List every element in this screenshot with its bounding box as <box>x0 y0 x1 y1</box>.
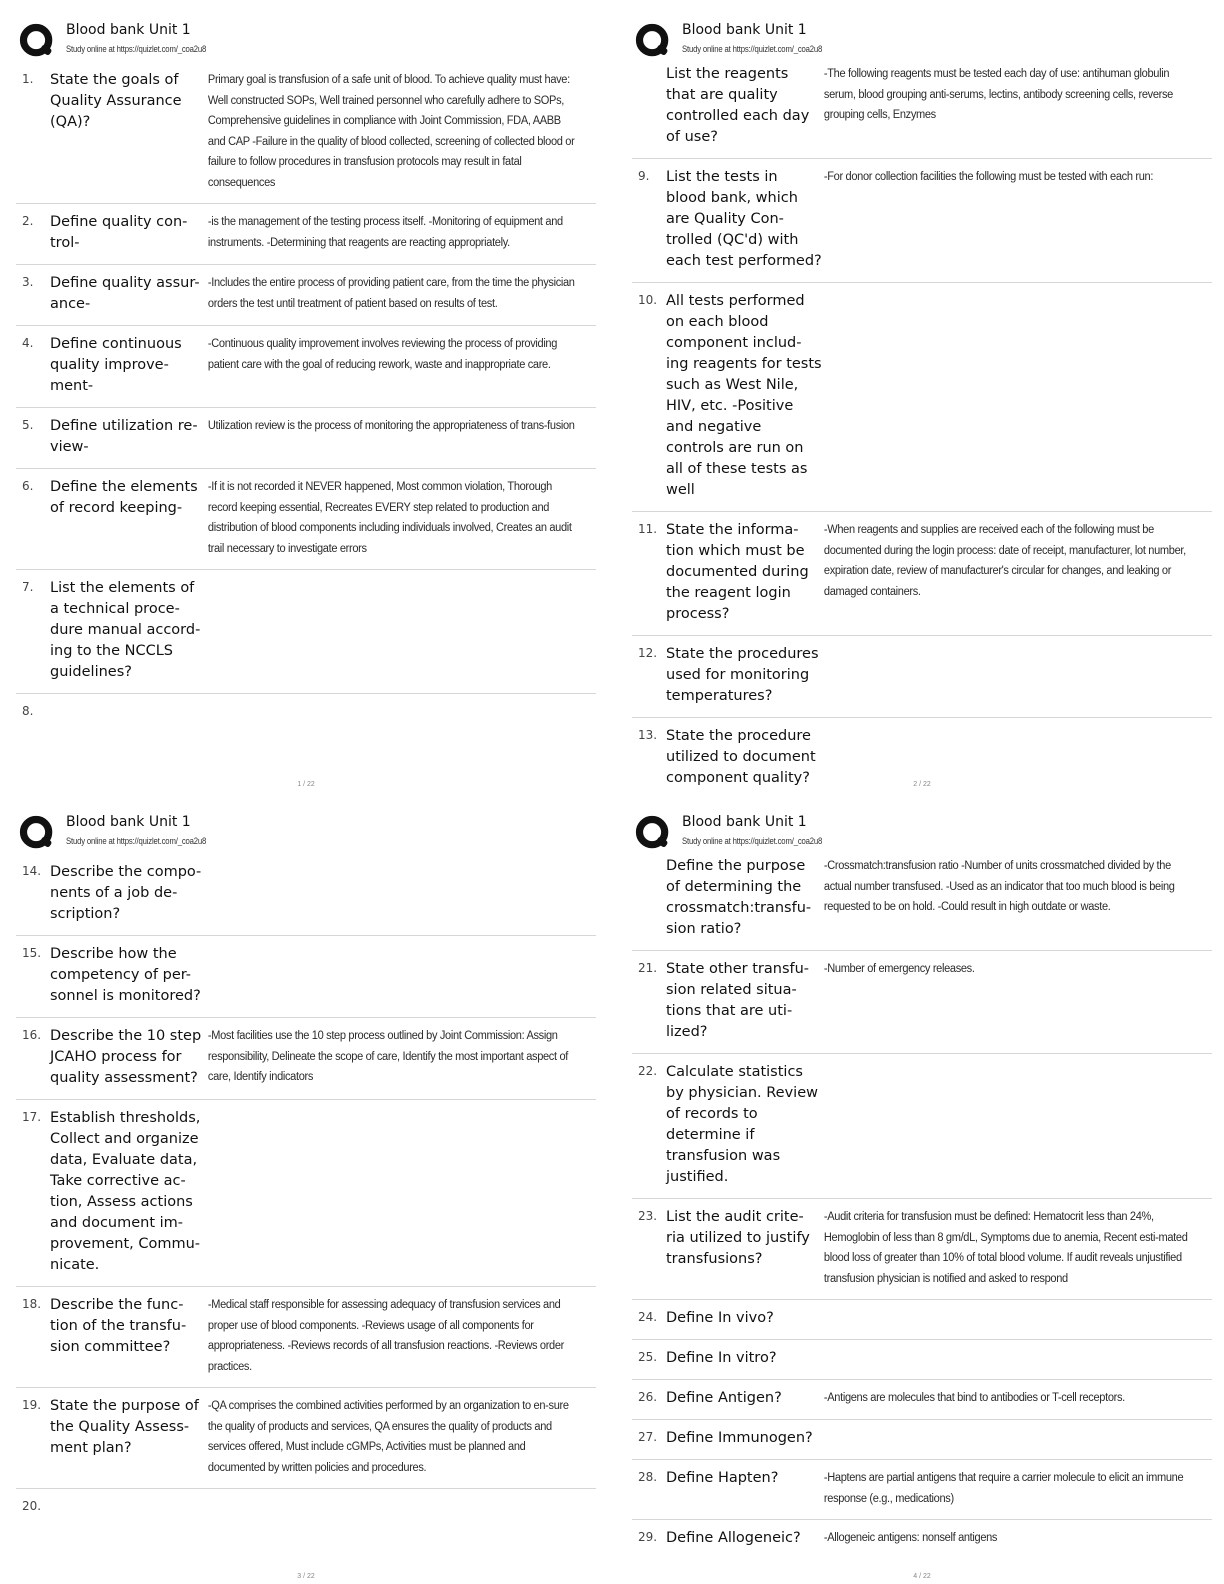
card-term: List the tests in blood bank, which are Quality Con-trolled (QC'd) with each test performed? <box>666 169 822 269</box>
flashcard <box>16 326 596 408</box>
card-definition: -Includes the entire process of providing patient care, from the time the physician orders the test until treatment of patient based on results of test. <box>207 277 575 310</box>
flashcard <box>16 1100 596 1287</box>
card-definition: -When reagents and supplies are received each of the following must be documented during the login process: date of receipt, manufacturer, lot number, expiration date, review of manufacturer's circular for changes, and leaking or damaged containers. <box>823 524 1186 598</box>
flashcard <box>16 694 596 728</box>
card-definition <box>206 944 580 1007</box>
card-definition: -Continuous quality improvement involves reviewing the process of providing patient care with the goal of reducing rework, waste and inappropriate care. <box>207 338 558 371</box>
quizlet-logo-icon <box>634 23 672 59</box>
card-term: List the audit crite-ria utilized to justify transfusions? <box>666 1209 810 1267</box>
card-term: Describe the compo-nents of a job de-scription? <box>50 864 202 922</box>
card-term: Define continuous quality improve-ment- <box>50 336 182 394</box>
card-term: Define the purpose of determining the crossmatch:transfu-sion ratio? <box>666 858 812 937</box>
card-term: State other transfu-sion related situa-tions that are uti-lized? <box>666 961 810 1040</box>
document-source-link[interactable]: Study online at https://quizlet.com/_coa2u8 <box>66 836 207 846</box>
page-3 <box>16 810 596 1580</box>
document-source-link[interactable]: Study online at https://quizlet.com/_coa2u8 <box>682 836 823 846</box>
card-number: 14. <box>22 864 42 878</box>
flashcard <box>632 1199 1212 1300</box>
card-definition: -For donor collection facilities the following must be tested with each run: <box>823 171 1154 183</box>
flashcard <box>16 1388 596 1489</box>
flashcard <box>632 1054 1212 1199</box>
card-definition: Primary goal is transfusion of a safe unit of blood. To achieve quality must have: Well constructed SOPs, Well trained personnel who carefully adhere to SOPs, Comprehensive guidelines in compliance with Joint Commission, FDA, AABB and CAP -Failure in the quality of blood collected, screening of collected blood or failure to follow procedures in transfusion protocols may result in fatal consequences <box>207 74 575 189</box>
flashcard <box>632 951 1212 1054</box>
card-number: 1. <box>22 72 34 86</box>
card-number: 6. <box>22 479 34 493</box>
card-number: 7. <box>22 580 34 594</box>
document-title: Blood bank Unit 1 <box>682 814 807 830</box>
card-term: Calculate statistics by physician. Review of records to determine if transfusion was justified. <box>666 1064 818 1185</box>
card-definition: -Haptens are partial antigens that require a carrier molecule to elicit an immune response (e.g., medications) <box>823 1472 1184 1505</box>
card-term: Define quality assur-ance- <box>50 275 200 312</box>
card-term: Establish thresholds, Collect and organize data, Evaluate data, Take corrective ac-tion, Assess actions and document im-provement, Commu-nicate. <box>50 1110 201 1273</box>
flashcard <box>16 936 596 1018</box>
document-title: Blood bank Unit 1 <box>682 22 807 38</box>
quizlet-logo-icon <box>18 23 56 59</box>
card-term: State the goals of Quality Assurance (QA)? <box>50 72 182 130</box>
card-number: 26. <box>638 1390 658 1404</box>
card-number: 9. <box>638 169 650 183</box>
page-header <box>632 18 1212 62</box>
flashcard <box>16 62 596 204</box>
card-term: Define Immunogen? <box>666 1430 813 1446</box>
page-header <box>632 810 1212 854</box>
card-term: Define In vitro? <box>666 1350 777 1366</box>
card-definition <box>206 862 580 925</box>
flashcard <box>16 408 596 469</box>
page-number: 1 / 22 <box>297 781 315 788</box>
card-definition: -If it is not recorded it NEVER happened, Most common violation, Thorough record keeping essential, Recreates EVERY step related to production and distribution of blood components including individuals involved, Creates an audit trail necessary to investigate errors <box>207 481 572 555</box>
page-2 <box>632 18 1212 788</box>
card-definition: -Medical staff responsible for assessing adequacy of transfusion services and proper use of blood components. -Reviews usage of all components for appropriateness. -Reviews records of all transfusion reactions. -Reviews order practices. <box>207 1299 564 1373</box>
card-definition: Utilization review is the process of monitoring the appropriateness of trans-fusion <box>207 420 575 432</box>
document-title: Blood bank Unit 1 <box>66 22 191 38</box>
page-header <box>16 18 596 62</box>
document-title: Blood bank Unit 1 <box>66 814 191 830</box>
card-definition: -Number of emergency releases. <box>823 963 975 975</box>
flashcard <box>632 636 1212 718</box>
page-number: 3 / 22 <box>297 1573 315 1580</box>
card-number: 13. <box>638 728 658 742</box>
flashcard <box>632 1520 1212 1559</box>
card-term: Describe the 10 step JCAHO process for quality assessment? <box>50 1028 202 1086</box>
card-number <box>632 64 666 148</box>
card-number: 10. <box>638 293 658 307</box>
card-term: List the elements of a technical proce-dure manual accord-ing to the NCCLS guidelines? <box>50 580 201 680</box>
card-definition <box>822 291 1196 501</box>
flashcard <box>16 570 596 694</box>
document-source-link[interactable]: Study online at https://quizlet.com/_coa2u8 <box>682 44 823 54</box>
card-definition <box>206 702 580 718</box>
card-number: 4. <box>22 336 34 350</box>
card-definition <box>822 1062 1196 1188</box>
page-number: 4 / 22 <box>913 1573 931 1580</box>
card-number: 28. <box>638 1470 658 1484</box>
flashcard <box>16 469 596 570</box>
flashcard <box>632 283 1212 512</box>
page-header <box>16 810 596 854</box>
document-source-link[interactable]: Study online at https://quizlet.com/_coa2u8 <box>66 44 207 54</box>
card-definition: -QA comprises the combined activities performed by an organization to en-sure the quality of products and services, QA ensures the quality of products and services offered, Must include cGMPs, Activities must be planned and documented by written policies and procedures. <box>207 1400 569 1474</box>
card-term: List the reagents that are quality controlled each day of use? <box>666 66 810 145</box>
card-number: 20. <box>22 1499 42 1513</box>
card-term: Define Antigen? <box>666 1390 782 1406</box>
page-number: 2 / 22 <box>913 781 931 788</box>
quizlet-logo-icon <box>18 815 56 851</box>
card-term <box>50 1497 206 1513</box>
card-definition <box>206 1108 580 1276</box>
flashcard <box>16 1489 596 1523</box>
card-number: 22. <box>638 1064 658 1078</box>
card-definition <box>206 1497 580 1513</box>
card-definition <box>206 578 580 683</box>
page-1 <box>16 18 596 788</box>
card-definition <box>822 1348 1196 1369</box>
card-term: State the procedure utilized to document component quality? <box>666 728 816 786</box>
card-number: 17. <box>22 1110 42 1124</box>
card-list <box>632 854 1212 1559</box>
flashcard <box>632 159 1212 283</box>
card-definition: -Antigens are molecules that bind to antibodies or T-cell receptors. <box>823 1392 1125 1404</box>
card-definition: -Audit criteria for transfusion must be defined: Hematocrit less than 24%, Hemoglobin of less than 8 gm/dL, Symptoms due to anemia, Recent esti-mated blood loss of greater than 10% of total blood volume. If audit reveals unjustified transfusion physician is notified and asked to respond <box>823 1211 1188 1285</box>
card-number: 27. <box>638 1430 658 1444</box>
card-term: State the purpose of the Quality Assess-ment plan? <box>50 1398 199 1456</box>
card-number: 12. <box>638 646 658 660</box>
card-number: 3. <box>22 275 34 289</box>
card-definition: -The following reagents must be tested each day of use: antihuman globulin serum, blood grouping anti-serums, lectins, antibody screening cells, reverse grouping cells, Enzymes <box>823 68 1173 121</box>
card-definition: -Most facilities use the 10 step process outlined by Joint Commission: Assign responsibility, Delineate the scope of care, Identify the most important aspect of care, Identify indicators <box>207 1030 568 1083</box>
card-list <box>16 62 596 728</box>
flashcard <box>16 854 596 936</box>
card-definition <box>822 644 1196 707</box>
card-number: 25. <box>638 1350 658 1364</box>
card-number: 16. <box>22 1028 42 1042</box>
flashcard <box>16 1287 596 1388</box>
card-list <box>632 62 1212 799</box>
flashcard <box>632 854 1212 951</box>
flashcard <box>632 62 1212 159</box>
card-number: 19. <box>22 1398 42 1412</box>
flashcard <box>632 1420 1212 1460</box>
card-number: 2. <box>22 214 34 228</box>
flashcard <box>16 204 596 265</box>
flashcard <box>632 1460 1212 1520</box>
flashcard <box>632 1380 1212 1420</box>
card-number: 5. <box>22 418 34 432</box>
card-term: Describe the func-tion of the transfu-sion committee? <box>50 1297 187 1355</box>
card-number: 21. <box>638 961 658 975</box>
card-term: All tests performed on each blood component includ-ing reagents for tests such as West Nile, HIV, etc. -Positive and negative controls are run on all of these tests as well <box>666 293 822 498</box>
card-definition: -Allogeneic antigens: nonself antigens <box>823 1532 998 1544</box>
card-list <box>16 854 596 1523</box>
card-term: Describe how the competency of per-sonnel is monitored? <box>50 946 201 1004</box>
card-number: 8. <box>22 704 34 718</box>
flashcard <box>632 1340 1212 1380</box>
card-definition <box>822 726 1196 789</box>
card-definition: -Crossmatch:transfusion ratio -Number of units crossmatched divided by the actual number transfused. -Used as an indicator that too much blood is being requested to be on hold. -Could result in high outdate or waste. <box>823 860 1175 913</box>
page-4 <box>632 810 1212 1580</box>
card-number <box>632 856 666 940</box>
card-number: 18. <box>22 1297 42 1311</box>
card-definition: -is the management of the testing process itself. -Monitoring of equipment and instruments. -Determining that reagents are reacting appropriately. <box>207 216 563 249</box>
card-term: Define the elements of record keeping- <box>50 479 198 516</box>
card-number: 11. <box>638 522 658 536</box>
card-term: Define quality con-trol- <box>50 214 188 251</box>
flashcard <box>632 512 1212 636</box>
card-term: Define Allogeneic? <box>666 1530 801 1546</box>
card-number: 29. <box>638 1530 658 1544</box>
flashcard <box>632 1300 1212 1340</box>
flashcard <box>16 1018 596 1100</box>
card-definition <box>822 1428 1196 1449</box>
card-number: 24. <box>638 1310 658 1324</box>
card-term: State the procedures used for monitoring temperatures? <box>666 646 819 704</box>
card-definition <box>822 1308 1196 1329</box>
card-term <box>50 702 206 718</box>
quizlet-logo-icon <box>634 815 672 851</box>
card-term: State the informa-tion which must be documented during the reagent login process? <box>666 522 809 622</box>
card-term: Define utilization re-view- <box>50 418 198 455</box>
card-term: Define In vivo? <box>666 1310 774 1326</box>
card-term: Define Hapten? <box>666 1470 779 1486</box>
flashcard <box>16 265 596 326</box>
card-number: 15. <box>22 946 42 960</box>
card-number: 23. <box>638 1209 658 1223</box>
